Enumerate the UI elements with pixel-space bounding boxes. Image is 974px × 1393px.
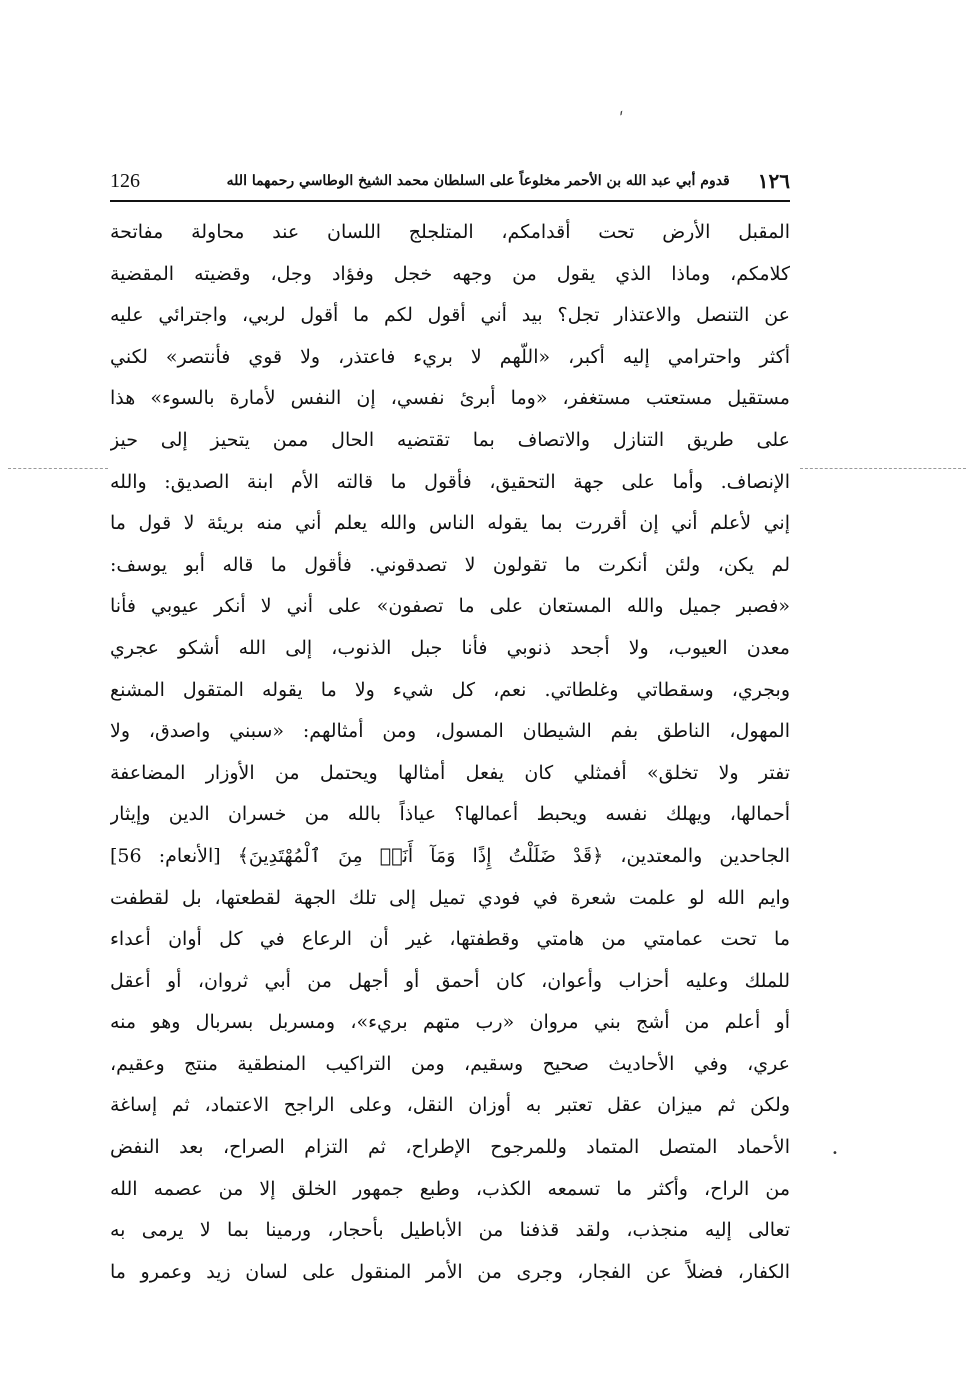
text-line: ما تحت عمامتي من هامتي وقطفتها، غير أن الرعاع في كل أوان أعداء — [110, 928, 790, 951]
scan-speck: ˏ — [607, 95, 626, 118]
text-line: الأحماد المتصل المتماد وللمرجوح الإطراح، ثم التزام الصراح، بعد النفض — [110, 1136, 790, 1159]
text-line: ولكن ثم ميزان عقل تعتبر به أوزان النقل، وعلى الراجح الاعتماد، ثم إساغة — [110, 1094, 790, 1117]
text-line: للملك وعليه أحزاب وأعوان، كان أحمق أو أجهل من أبي ثروان، أو أعقل — [110, 969, 790, 992]
text-line: عن التنصل والاعتذار تجل؟ بيد أني أقول لكم ما أقول لربي، واجترائي عليه — [110, 304, 790, 327]
text-line: وبجري، وسقطاتي وغلطاتي. نعم، كل شيء ولا ما يقوله المتقول المشنع — [110, 678, 790, 701]
text-line: من الراح، وأكثر ما تسمعه الكذب، وطبع جمهور الخلق إلا من عصمه الله — [110, 1177, 790, 1200]
text-line: المقبل الأرض تحت أقدامكم، المتلجلج اللسان عند محاولة مفاتحة — [110, 221, 790, 243]
text-line: الإنصاف. وأما على جهة التحقيق، فأقول ما قالته الأم ابنة الصديق: والله — [110, 470, 790, 493]
page-number-latin: 126 — [110, 169, 140, 192]
text-line: معدن العيوب، ولا أجحد ذنوبي فأنا جبل الذنوب، إلى الله أشكو عجري — [110, 636, 790, 659]
scan-artifact-left — [8, 468, 108, 469]
running-title: قدوم أبي عبد الله بن الأحمر مخلوعاً على السلطان محمد الشيخ الوطاسي رحمهما الله — [226, 173, 730, 189]
text-line: إني لأعلم أني إن أقررت بما يقوله الناس والله يعلم أني منه بريئة لا قول ما — [110, 512, 790, 535]
scan-artifact-right — [800, 468, 966, 469]
quran-verse-line: الجاحدين والمعتدين، ﴿قَدْ ضَلَلْتُ إِذًا وَمَآ أَنَا۠ مِنَ ٱلْمُهْتَدِينَ﴾ [الأنعام: 56] — [110, 844, 790, 867]
page-number-arabic: ١٢٦ — [757, 169, 790, 193]
text-line: أحمالها، ويهلك نفسه ويحبط أعمالها؟ عياذاً بالله من خسران الدين وإيثار — [110, 803, 790, 826]
body-text — [110, 212, 790, 1293]
header-rule — [110, 200, 790, 202]
text-line: تعالى إليه منجذب، ولقد قذفنا من الأباطيل بأحجار، ورمينا بما لا يرمى به — [110, 1219, 790, 1242]
text-line: تفتر ولا تخلق» أفمثلي كان يفعل أمثالها ويحتمل من الأوزار المضاعفة — [110, 761, 790, 784]
text-line: مستقيل مستعتب مستغفر، «وما أبرئ نفسي، إن النفس لأمارة بالسوء» هذا — [110, 387, 790, 410]
text-line: أو أعلم من أشج بني مروان «رب متهم بريء»، ومسربل بسربال وهو منه — [110, 1011, 790, 1034]
text-line: أكثر واحترامي إليه أكبر، «اللّهم لا بريء فاعتذر، ولا قوي فأنتصر» لكني — [110, 345, 790, 368]
text-line: لم يكن، ولئن أنكرت ما تقولون لا تصدقوني. فأقول ما قاله أبو يوسف: — [110, 553, 790, 576]
page-header — [110, 166, 790, 196]
text-line: المهول، الناطق بفم الشيطان المسول، ومن أمثالهم: «سبني واصدق، ولا — [110, 720, 790, 743]
text-line: الكفار، فضلاً عن الفجار، وجرى من الأمر المنقول على لسان زيد وعمرو ما — [110, 1260, 790, 1283]
text-line: وايم الله لو علمت شعرة في فودي تميل إلى تلك الجهة لقطعتها، بل لقطفت — [110, 886, 790, 909]
text-line: على طريق التنازل والاتصاف بما تقتضيه الحال ممن يتحيز إلى حيز — [110, 428, 790, 451]
text-line: عري، وفي الأحاديث صحيح وسقيم، ومن التراكيب المنطقية منتج وعقيم، — [110, 1052, 790, 1075]
header-title-group — [227, 169, 790, 193]
text-line: «فصبر جميل والله المستعان على ما تصفون» على أني لا أنكر عيوبي فأنا — [110, 595, 790, 618]
scan-speck: • — [832, 1148, 838, 1159]
text-line: كلامكم، وماذا الذي يقول من وجهه خجل وفؤاد وجل، وقضيته المقضية — [110, 262, 790, 285]
